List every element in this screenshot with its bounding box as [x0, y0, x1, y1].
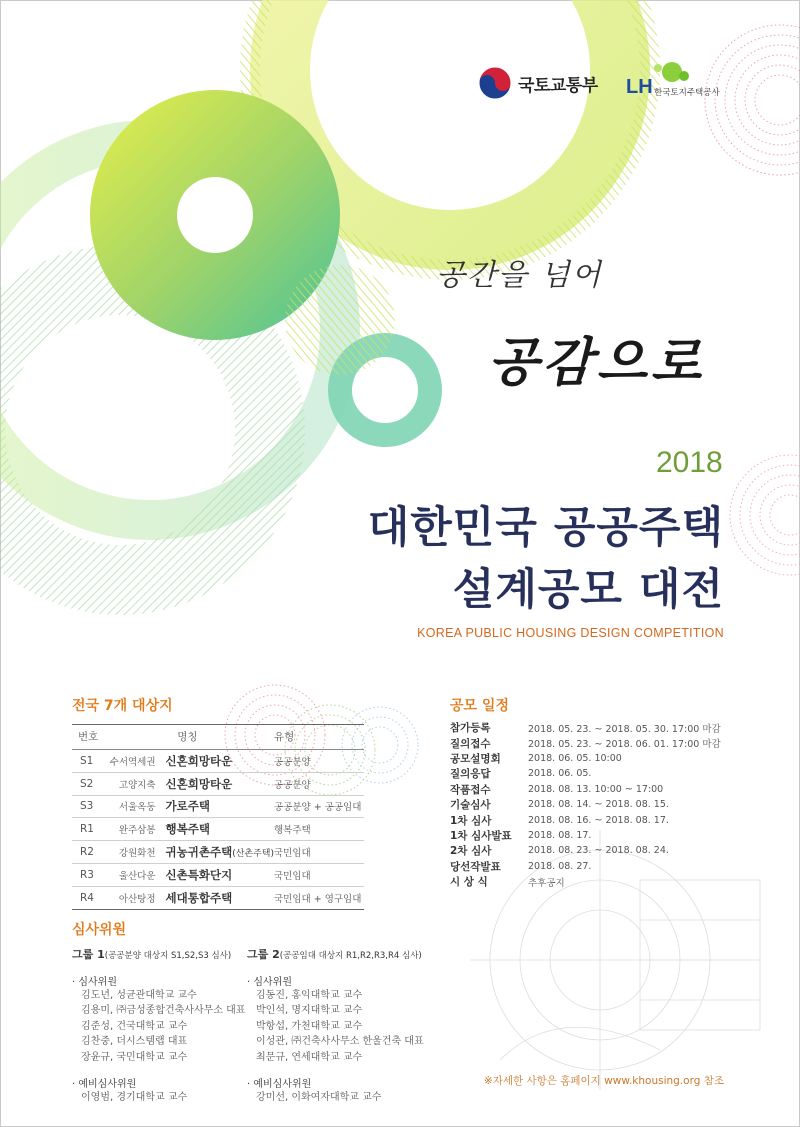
jury-heading: 심사위원 — [72, 922, 127, 938]
schedule-row — [450, 828, 721, 843]
jury-member: 최문규, 연세대학교 교수 — [256, 1051, 363, 1063]
site-type: 공공분양 — [274, 750, 364, 773]
site-type: 행복주택 — [274, 818, 364, 841]
schedule-row — [450, 843, 721, 858]
title-line2: 설계공모 대전 — [452, 565, 724, 615]
schedule-list — [450, 720, 721, 889]
site-code: R4 — [72, 886, 101, 909]
table-row — [72, 795, 364, 818]
schedule-row — [450, 720, 721, 735]
jury-reserve-label: · 예비심사위원 — [247, 1075, 424, 1090]
schedule-label: 작품접수 — [450, 783, 491, 796]
schedule-label: 질의접수 — [450, 737, 491, 750]
schedule-value: 2018. 05. 23. ~ 2018. 06. 01. 17:00 마감 — [528, 739, 721, 751]
table-header-row — [72, 725, 364, 750]
site-name-text: 가로주택 — [165, 799, 210, 814]
schedule-label: 당선작발표 — [450, 860, 501, 873]
group-title-note: (공공임대 대상지 R1,R2,R3,R4 심사) — [279, 951, 422, 961]
site-name-text: 신혼희망타운 — [165, 776, 233, 791]
footer-note: ※자세한 사항은 홈페이지 www.khousing.org 참조 — [483, 1075, 724, 1087]
site-type: 공공분양 — [274, 772, 364, 795]
jury-member: 이성관, ㈜건축사사무소 한울건축 대표 — [256, 1036, 424, 1048]
site-name-text: 신촌특화단지 — [165, 867, 233, 882]
jury-member: 김용미, ㈜금성종합건축사사무소 대표 — [81, 1005, 246, 1017]
site-name — [166, 750, 274, 773]
jury-member: 장윤규, 국민대학교 교수 — [81, 1051, 188, 1063]
site-name-text: 귀농귀촌주택 — [165, 845, 233, 860]
site-location: 수서역세권 — [101, 750, 166, 773]
schedule-row — [450, 874, 721, 889]
site-name — [166, 795, 274, 818]
column-header: 유형 — [274, 725, 364, 750]
jury-member: 강미선, 이화여자대학교 교수 — [256, 1092, 382, 1104]
sites-heading: 전국 7개 대상지 — [72, 698, 173, 714]
jury-member: 이영범, 경기대학교 교수 — [81, 1092, 188, 1104]
site-type: 국민임대 — [274, 863, 364, 886]
site-location: 완주삼봉 — [101, 818, 166, 841]
site-name-text: 행복주택 — [165, 822, 210, 837]
site-name — [166, 886, 274, 909]
lh-logo — [626, 60, 756, 100]
schedule-label: 기술심사 — [450, 799, 491, 812]
title-line1: 대한민국 공공주택 — [367, 503, 724, 553]
site-location: 아산탕정 — [101, 886, 166, 909]
group-title-note: (공공분양 대상지 S1,S2,S3 심사) — [104, 951, 232, 961]
schedule-row — [450, 859, 721, 874]
schedule-label: 공모설명회 — [450, 752, 501, 765]
lh-name: 한국토지주택공사 — [654, 88, 720, 98]
jury-member: 김동진, 홍익대학교 교수 — [256, 990, 363, 1001]
site-name-text: 세대통합주택 — [165, 890, 233, 905]
schedule-row — [450, 782, 721, 797]
schedule-heading: 공모 일정 — [450, 698, 509, 714]
site-name-text: 신혼희망타운 — [165, 753, 233, 768]
schedule-row — [450, 797, 721, 812]
ministry-name: 국토교통부 — [518, 75, 598, 96]
schedule-label: 참가등록 — [450, 722, 491, 735]
ministry-logo — [478, 66, 598, 100]
jury-group1 — [72, 946, 245, 1105]
jury-reserve-list — [247, 1090, 424, 1105]
schedule-label: 2차 심사 — [450, 845, 492, 858]
table-row — [72, 772, 364, 795]
sites-table — [72, 724, 364, 910]
schedule-value: 2018. 05. 23. ~ 2018. 05. 30. 17:00 마감 — [528, 723, 721, 735]
site-location: 강원화천 — [101, 841, 166, 864]
group-title-text: 그룹 1 — [72, 948, 105, 961]
jury-reserve-label: · 예비심사위원 — [72, 1075, 245, 1090]
schedule-row — [450, 751, 721, 766]
site-type: 국민임대 — [274, 841, 364, 864]
year: 2018 — [656, 446, 723, 479]
site-name — [166, 818, 274, 841]
site-name — [166, 863, 274, 886]
schedule-label: 1차 심사발표 — [450, 829, 512, 842]
schedule-label: 시 상 식 — [450, 876, 488, 889]
site-code: S3 — [72, 795, 101, 818]
site-code: R1 — [72, 818, 101, 841]
slogan-line2: 공감으로 — [488, 332, 705, 393]
schedule-value: 2018. 08. 13. 10:00 ~ 17:00 — [528, 783, 664, 795]
schedule-label: 질의응답 — [450, 768, 491, 781]
schedule-label: 1차 심사 — [450, 814, 492, 827]
lh-mark: LH — [626, 76, 653, 98]
column-header: 번호 — [72, 725, 101, 750]
schedule-value: 2018. 08. 27. — [528, 860, 592, 872]
group-title — [72, 946, 245, 962]
site-location: 울산다운 — [101, 863, 166, 886]
slogan-line1: 공간을 넘어 — [436, 258, 603, 293]
group-title-text: 그룹 2 — [247, 948, 280, 961]
site-code: R3 — [72, 863, 101, 886]
schedule-value: 2018. 08. 17. — [528, 829, 592, 841]
site-name-note: (산촌주택) — [232, 849, 274, 860]
site-name — [166, 772, 274, 795]
jury-main-list — [247, 988, 424, 1065]
site-type: 국민임대 + 영구임대 — [274, 886, 364, 909]
jury-main-list — [72, 988, 245, 1065]
schedule-value: 2018. 06. 05. — [528, 768, 592, 780]
jury-member: 김도년, 성균관대학교 교수 — [81, 990, 197, 1001]
jury-member: 박항섭, 가천대학교 교수 — [256, 1020, 363, 1032]
table-row — [72, 750, 364, 773]
schedule-value: 추후공지 — [528, 877, 565, 889]
site-location: 서울옥동 — [101, 795, 166, 818]
table-row — [72, 818, 364, 841]
taegeuk-emblem-icon — [478, 66, 512, 100]
schedule-value: 2018. 08. 16. ~ 2018. 08. 17. — [528, 814, 669, 826]
schedule-row — [450, 735, 721, 750]
site-type: 공공분양 + 공공임대 — [274, 795, 364, 818]
schedule-value: 2018. 06. 05. 10:00 — [528, 752, 622, 764]
jury-member: 김찬중, 더시스템랩 대표 — [81, 1036, 188, 1048]
schedule-value: 2018. 08. 14. ~ 2018. 08. 15. — [528, 799, 669, 811]
jury-reserve-list — [72, 1090, 245, 1105]
site-location: 고양지축 — [101, 772, 166, 795]
site-code: R2 — [72, 841, 101, 864]
jury-member: 김준성, 건국대학교 교수 — [81, 1020, 188, 1032]
schedule-row — [450, 812, 721, 827]
table-row — [72, 841, 364, 864]
site-code: S1 — [72, 750, 101, 773]
table-row — [72, 886, 364, 909]
jury-group2 — [247, 946, 424, 1105]
group-title — [247, 946, 424, 962]
jury-main-label: · 심사위원 — [247, 973, 424, 988]
schedule-value: 2018. 08. 23. ~ 2018. 08. 24. — [528, 845, 669, 857]
jury-main-label: · 심사위원 — [72, 973, 245, 988]
table-row — [72, 863, 364, 886]
schedule-row — [450, 766, 721, 781]
site-code: S2 — [72, 772, 101, 795]
column-header: 명칭 — [101, 725, 274, 750]
site-name — [166, 841, 274, 864]
title-english: KOREA PUBLIC HOUSING DESIGN COMPETITION — [417, 626, 724, 640]
jury-member: 박인석, 명지대학교 교수 — [256, 1005, 363, 1017]
